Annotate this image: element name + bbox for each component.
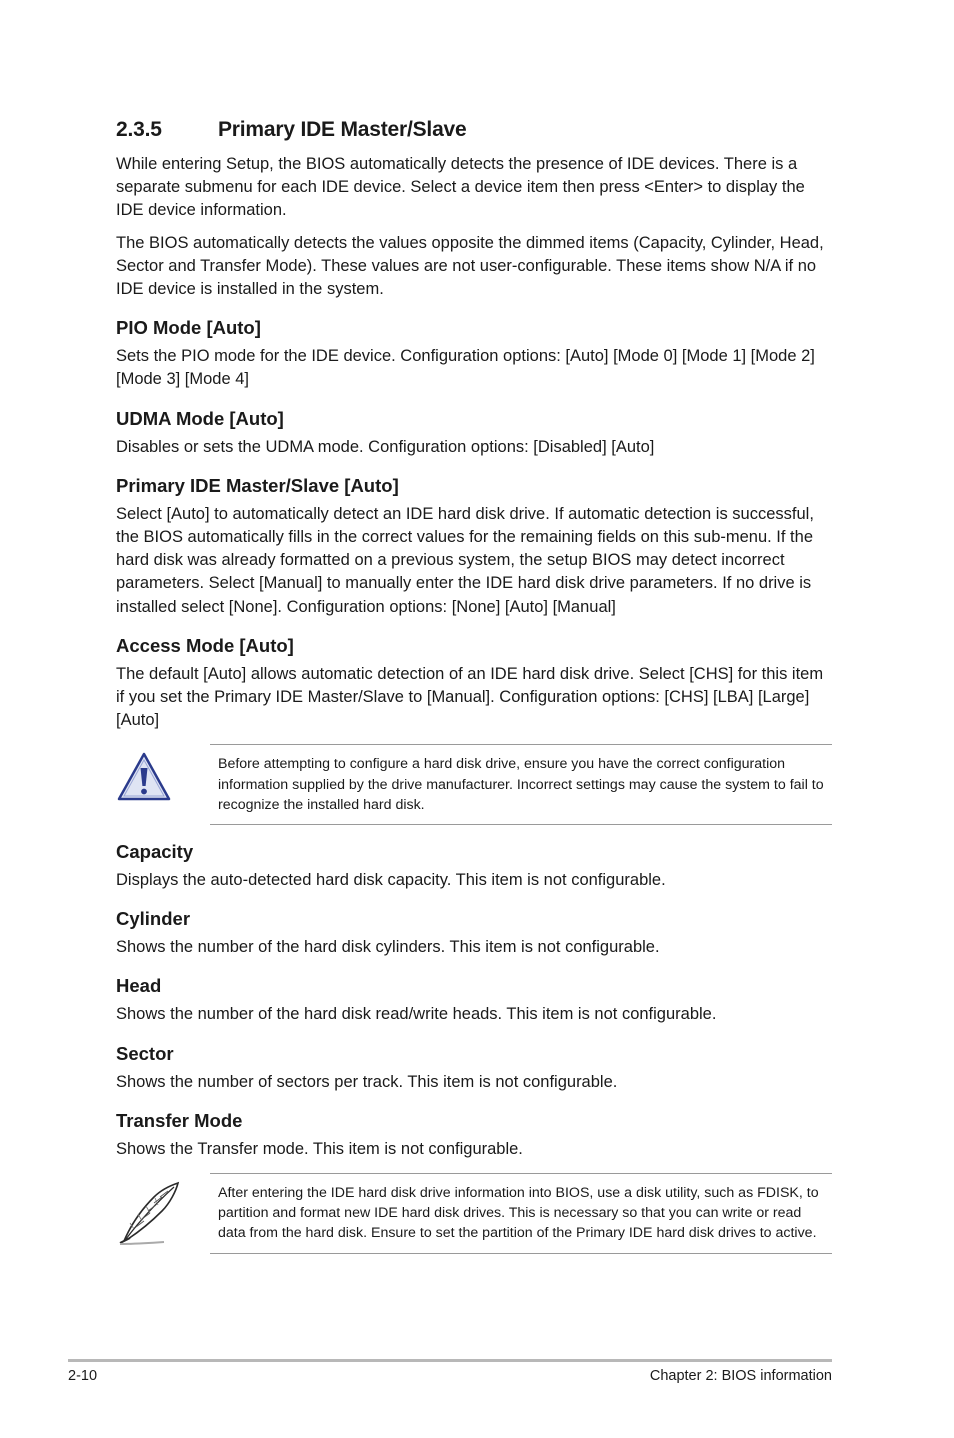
content [116, 153, 832, 1266]
section-number: 2.3.5 [116, 118, 162, 141]
note-divider [210, 1253, 832, 1254]
item-text-primary-ide: Select [Auto] to automatically detect an IDE hard disk drive. If automatic detection is successful, the BIOS automatically fills in the correct values for the remaining fields on this sub-menu. If the hard disk was already formatted on a previous system, the setup BIOS may detect incorrect parameters. Select [Manual] to manually enter the IDE hard disk drive parameters. If no drive is installed select [None]. Configuration options: [None] [Auto] [Manual] [116, 504, 814, 616]
item-title-transfer-mode: Transfer Mode [116, 1109, 243, 1131]
item-text-sector: Shows the number of sectors per track. This item is not configurable. [116, 1072, 618, 1091]
item-title-udma-mode: UDMA Mode [Auto] [116, 407, 284, 429]
feather-pen-icon [116, 1181, 182, 1252]
caution-note [116, 744, 832, 825]
item-title-cylinder: Cylinder [116, 908, 191, 930]
item-text-transfer-mode: Shows the Transfer mode. This item is not configurable. [116, 1139, 523, 1158]
intro-paragraph: The BIOS automatically detects the values opposite the dimmed items (Capacity, Cylinder, Head, Sector and Transfer Mode). These values are not user-configurable. These items show N/A if no IDE device is installed in the system. [116, 233, 824, 299]
item-text-pio-mode: Sets the PIO mode for the IDE device. Configuration options: [Auto] [Mode 0] [Mode 1] [Mode 2] [Mode 3] [Mode 4] [116, 347, 815, 389]
item-title-capacity: Capacity [116, 841, 194, 863]
tip-note [116, 1173, 832, 1254]
section-title: Primary IDE Master/Slave [218, 118, 467, 141]
note-divider [210, 824, 832, 825]
item-text-cylinder: Shows the number of the hard disk cylinders. This item is not configurable. [116, 938, 660, 957]
item-text-head: Shows the number of the hard disk read/write heads. This item is not configurable. [116, 1005, 717, 1024]
caution-text: Before attempting to configure a hard disk drive, ensure you have the correct configuration information supplied by the drive manufacturer. Incorrect settings may cause the system to fail to recognize the installed hard disk. [218, 756, 824, 813]
note-divider [210, 1173, 832, 1174]
caution-icon [116, 752, 172, 807]
item-title-sector: Sector [116, 1042, 174, 1064]
tip-text: After entering the IDE hard disk drive information into BIOS, use a disk utility, such as FDISK, to partition and format new IDE hard disk drives. This is necessary so that you can write or read data from the hard disk. Ensure to set the partition of the Primary IDE hard disk drives to active. [218, 1185, 819, 1242]
chapter-label: Chapter 2: BIOS information [649, 1368, 832, 1384]
page-number: 2-10 [68, 1368, 98, 1384]
item-text-capacity: Displays the auto-detected hard disk capacity. This item is not configurable. [116, 871, 666, 890]
item-title-primary-ide: Primary IDE Master/Slave [Auto] [116, 474, 399, 496]
intro-paragraph: While entering Setup, the BIOS automatically detects the presence of IDE devices. There is a separate submenu for each IDE device. Select a device item then press <Enter> to display the IDE device information. [116, 155, 805, 220]
item-text-udma-mode: Disables or sets the UDMA mode. Configuration options: [Disabled] [Auto] [116, 437, 655, 456]
note-divider [210, 744, 832, 745]
item-title-access-mode: Access Mode [Auto] [116, 634, 294, 656]
section-heading [116, 118, 467, 142]
item-title-head: Head [116, 975, 162, 997]
item-text-access-mode: The default [Auto] allows automatic detection of an IDE hard disk drive. Select [CHS] for this item if you set the Primary IDE Master/Slave to [Manual]. Configuration options: [CHS] [LBA] [Large] [Auto] [116, 664, 824, 730]
footer-divider [68, 1359, 832, 1362]
item-title-pio-mode: PIO Mode [Auto] [116, 317, 261, 339]
